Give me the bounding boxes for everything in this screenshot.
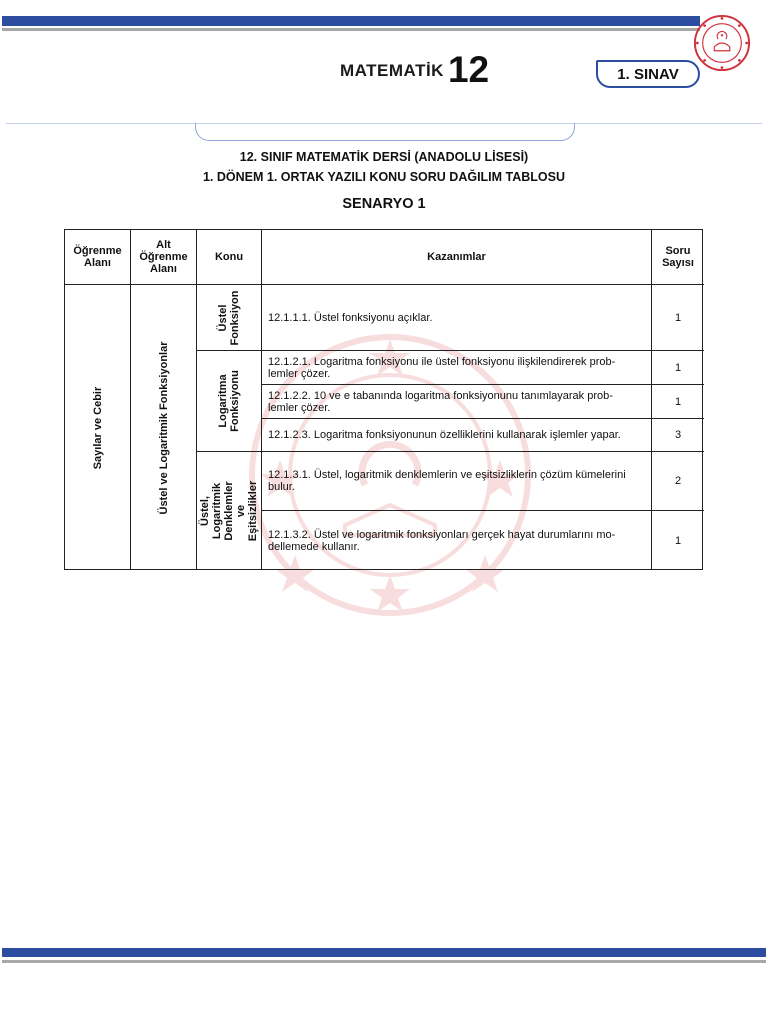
bottom-grey-bar [2,960,766,963]
header-question-count: Soru Sayısı [652,230,704,285]
header-topic: Konu [197,230,262,285]
sub-area-label: Üstel ve Logaritmik Fonksiyonlar [157,341,170,514]
top-accent-bar [2,16,700,26]
question-distribution-table [64,229,703,570]
question-count-cell: 1 [652,385,704,419]
subject-title [340,50,489,90]
scenario-title: SENARYO 1 [342,196,426,212]
header-sub-area: Alt Öğrenme Alanı [131,230,197,285]
header-outcomes: Kazanımlar [262,230,652,285]
topic-label: Logaritma Fonksiyonu [217,370,241,432]
topic-cell [197,452,262,570]
question-count-cell: 3 [652,419,704,452]
document-subtitle: 1. DÖNEM 1. ORTAK YAZILI KONU SORU DAĞILIM TABLOSU [202,170,566,184]
subject-name: MATEMATİK [340,61,444,80]
exam-label: 1. SINAV [617,65,679,83]
topic-cell [197,285,262,351]
topic-label: Üstel, Logaritmik Denklemler ve Eşitsizlikler [199,480,259,542]
outcome-cell: 12.1.2.3. Logaritma fonksiyonunun özelliklerini kullanarak işlemler yapar. [262,419,652,452]
exam-label-tab [596,60,700,88]
grade-number: 12 [447,49,490,90]
outcome-cell: 12.1.3.2. Üstel ve logaritmik fonksiyonları gerçek hayat durumlarını mo- dellemede kullanır. [262,511,652,570]
sub-area-cell [131,285,197,570]
topic-label: Üstel Fonksiyon [217,289,241,346]
outcome-cell: 12.1.2.2. 10 ve e tabanında logaritma fonksiyonunu tanımlayarak prob- lemler çözer. [262,385,652,419]
question-count-cell: 1 [652,285,704,351]
question-count-cell: 1 [674,534,682,547]
ministry-seal-icon [693,14,751,72]
outcome-cell: 12.1.2.1. Logaritma fonksiyonu ile üstel fonksiyonu ilişkilendirerek prob- lemler çözer. [262,351,652,385]
top-grey-bar [2,28,700,31]
question-count-cell: 1 [652,351,704,385]
outcome-cell: 12.1.1.1. Üstel fonksiyonu açıklar. [262,285,652,351]
document-title: 12. SINIF MATEMATİK DERSİ (ANADOLU LİSESİ) [239,150,529,164]
topic-cell [197,351,262,452]
learning-area-cell [65,285,131,570]
bottom-accent-bar [2,948,766,957]
question-count-cell: 2 [652,452,704,511]
outcome-cell: 12.1.3.1. Üstel, logaritmik denklemlerin ve eşitsizliklerin çözüm kümelerini bulur. [262,452,652,511]
header-bracket [195,123,575,141]
learning-area-label: Sayılar ve Cebir [91,386,104,469]
header-learning-area: Öğrenme Alanı [65,230,131,285]
